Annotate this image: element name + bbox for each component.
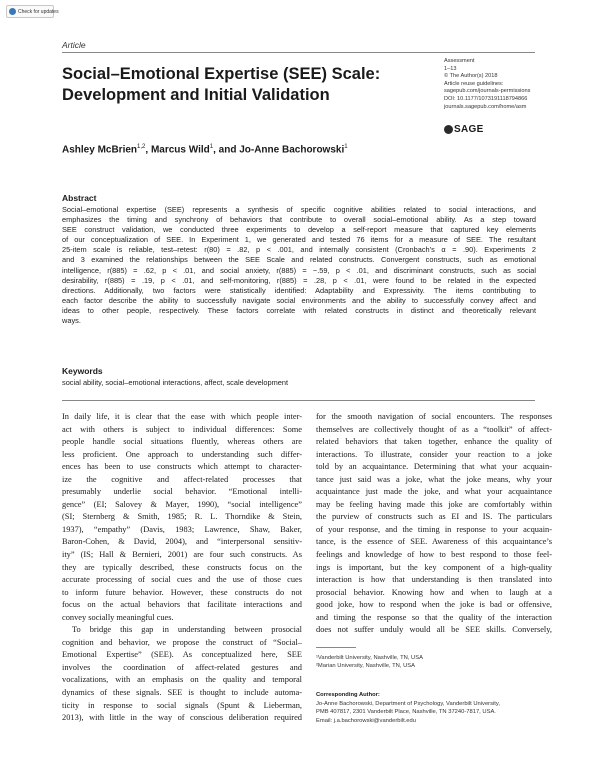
body-line: themselves are collectively thought of as a “toolkit” of affect-: [316, 424, 552, 434]
check-for-updates-badge[interactable]: [6, 5, 59, 18]
body-column-left: [62, 411, 302, 725]
journal-meta: [444, 58, 574, 111]
abstract-line: ideas to other people, respectively. These factors correlate with related constructs in distinct and theoretically relevant: [62, 305, 536, 315]
journal-name: Assessment: [444, 58, 475, 64]
body-line: tance, is the essence of SEE. Awareness of this acquaintance’s: [316, 537, 552, 547]
body-line: accurate processing of social cues and the use of those cues: [62, 575, 302, 585]
section-divider: [62, 400, 535, 401]
abstract-line: each factor describe the ability to successfully navigate social environments and the ability to successfully convey affect and: [62, 295, 536, 305]
author-list: [62, 144, 348, 155]
body-line: act with others is subject to individual differences: Some: [62, 424, 302, 434]
body-line: acquaintance just made the joke, and what your acquaintance: [316, 487, 552, 497]
page-title: [62, 64, 422, 106]
article-type: Article: [62, 40, 86, 50]
corresponding-author: [316, 691, 500, 725]
author-affiliation: 1: [209, 144, 214, 150]
author-name: Marcus Wild: [150, 144, 210, 156]
abstract-line: 25-item scale is reliable, test–retest: r(80) = .82, p < .001, and internally consistent (Cronbach’s α = .90). Experiments 2: [62, 245, 536, 255]
abstract-line: and 3 examined the relationships between the SEE Scale and related constructs. Convergent constructs, such as emotional: [62, 255, 536, 265]
journal-home-link[interactable]: journals.sagepub.com/home/asm: [444, 103, 527, 110]
page-range: 1–13: [444, 65, 457, 72]
author-name: and Jo-Anne Bachorowski: [218, 144, 345, 156]
body-line: may be feeling having made this joke are comfortably within: [316, 499, 552, 509]
body-line: gence” (EI; Salovey & Mayer, 1990), “social intelligence”: [62, 499, 302, 509]
corresponding-email[interactable]: Email: j.a.bachorowski@vanderbilt.edu: [316, 717, 416, 724]
body-line: told by an acquaintance. Determining that what your acquain-: [316, 462, 552, 472]
footnote-divider: [316, 647, 356, 648]
body-line: In daily life, it is clear that the ease with which people inter-: [62, 412, 302, 421]
body-line: 1937), “empathy” (Davis, 1983; Lawrence, Shaw, Baker,: [62, 524, 302, 534]
reuse-label: Article reuse guidelines:: [444, 80, 504, 87]
body-line: dynamics of these signals. SEE is thought to include automa-: [62, 688, 302, 698]
body-line: good joke, how to respond when the joke is bad or offensive,: [316, 600, 552, 610]
body-line: for the smooth navigation of social encounters. The responses: [316, 412, 552, 421]
body-line: interactions. To illustrate, consider your reaction to a joke: [316, 449, 552, 459]
body-line: ences has been to use constructs which attempt to character-: [62, 462, 302, 472]
corresponding-heading: Corresponding Author:: [316, 692, 380, 698]
corresponding-line: PMB 407817, 2301 Vanderbilt Place, Nashville, TN 37240-7817, USA.: [316, 709, 496, 716]
author-separator: ,: [213, 144, 219, 156]
body-line: prosocial behavior. Knowing how and when to laugh at a: [316, 587, 552, 597]
body-line: ity” (IS; Hall & Bernieri, 2001) are four such constructs. As: [62, 550, 302, 560]
abstract-line: intelligence, r(885) = .62, p < .01, and social anxiety, r(885) = −.59, p < .01, and discriminant constructs, such as social: [62, 265, 536, 275]
abstract-line: desirability, r(885) = .19, p < .01, and self-monitoring, r(885) = .28, p < .01, were found to be related in the expected: [62, 275, 536, 285]
abstract-line: SEE construct validation, we conducted three experiments to develop a self-report measure that captured key elements: [62, 225, 536, 235]
badge-label: Check for updates: [18, 8, 59, 15]
author-affiliation: 1: [344, 144, 348, 150]
abstract-line: Social–emotional expertise (SEE) represents a synthesis of specific cognitive abilities related to social interactions, and: [62, 205, 536, 214]
body-line: to inform future behavior. However, these constructs do not: [62, 587, 302, 597]
body-line: does not suffer unduly would all be SEE skills. Conversely,: [316, 625, 552, 635]
abstract-line: emphasizes the timing and synchrony of behaviors that contribute to overall social–emotional ability. As a step toward: [62, 215, 536, 225]
body-line: involves the coordination of affect-related gestures and: [62, 662, 302, 672]
affiliations: [316, 654, 423, 670]
abstract-text: [62, 205, 536, 326]
doi-link[interactable]: DOI: 10.1177/1073191118794866: [444, 95, 528, 102]
body-line: less proficient. One approach to understanding such differ-: [62, 449, 302, 459]
body-line: convey socially meaningful cues.: [62, 612, 174, 622]
body-column-right: [316, 411, 552, 637]
title-line: Social–Emotional Expertise (SEE) Scale:: [62, 65, 381, 83]
abstract-line: ways.: [62, 316, 81, 326]
copyright: © The Author(s) 2018: [444, 73, 498, 80]
header-divider: [62, 52, 535, 53]
abstract-line: of our conceptualization of SEE. In Experiment 1, we generated and tested 76 items for a measure of SEE. The resultant: [62, 235, 536, 245]
body-line: and timing the response so that the quality of the interaction: [316, 612, 552, 622]
body-line: To bridge this gap in understanding between prosocial: [72, 625, 302, 635]
body-line: related behaviors that taken together, enhance the quality of: [316, 437, 552, 447]
keywords-heading: Keywords: [62, 366, 103, 376]
reuse-link[interactable]: sagepub.com/journals-permissions: [444, 88, 531, 95]
body-line: cognition and behavior, we propose the construct of “Social–: [62, 637, 302, 647]
publisher-name: SAGE: [454, 124, 484, 135]
publisher-logo: [444, 124, 484, 135]
body-line: feelings and knowledge of how to best respond to those feel-: [316, 550, 552, 560]
body-line: of your response, and the timing in response to your acquain-: [316, 524, 552, 534]
body-line: ticity in response to social signals (Spunt & Lieberman,: [62, 700, 302, 710]
affiliation-line: ¹Vanderbilt University, Nashville, TN, USA: [316, 655, 423, 661]
author-name: Ashley McBrien: [62, 144, 138, 156]
body-line: Baron-Cohen, & David, 2004), and “interpersonal sensitiv-: [62, 537, 302, 547]
keywords-text: social ability, social–emotional interactions, affect, scale development: [62, 378, 289, 387]
body-line: Emotional Expertise” (SEE). As conceptualized here, SEE: [62, 650, 302, 660]
body-line: 2013), with little in the way of conscious deliberation required: [62, 713, 302, 723]
body-line: focus on the actual behaviors that facilitate interactions and: [62, 600, 302, 610]
body-line: interaction is how that understanding is then translated into: [316, 575, 552, 585]
affiliation-line: ²Marian University, Nashville, TN, USA: [316, 663, 415, 669]
body-line: (SI; Sternberg & Smith, 1985; R. L. Thorndike & Stein,: [62, 512, 302, 522]
body-line: ings is important, but the key component of a high-quality: [316, 562, 552, 572]
body-line: people handle social situations fluently, whereas others are: [62, 437, 302, 447]
sage-logo-icon: [444, 125, 453, 134]
body-line: vocalizations, with an emphasis on the quality and temporal: [62, 675, 302, 685]
body-line: ize the cognitive and affect-related processes that: [62, 474, 302, 484]
title-line: Development and Initial Validation: [62, 86, 330, 104]
author-separator: ,: [145, 144, 151, 156]
author-affiliation: 1,2: [137, 144, 146, 150]
check-updates-icon: [9, 8, 16, 15]
abstract-line: directions. Additionally, two factors were statistically identified: Adaptability and Expressivity. The items contributing to: [62, 285, 536, 295]
body-line: the purview of constructs such as EI and IS. The particulars: [316, 512, 552, 522]
body-line: presumably underlie social behavior. “Emotional intelli-: [62, 487, 302, 497]
abstract-heading: Abstract: [62, 193, 97, 203]
body-line: tance just said was a joke, what the joke means, why your: [316, 474, 552, 484]
body-line: they are typically described, these constructs focus on the: [62, 562, 302, 572]
corresponding-line: Jo-Anne Bachorowski, Department of Psychology, Vanderbilt University,: [316, 700, 500, 707]
